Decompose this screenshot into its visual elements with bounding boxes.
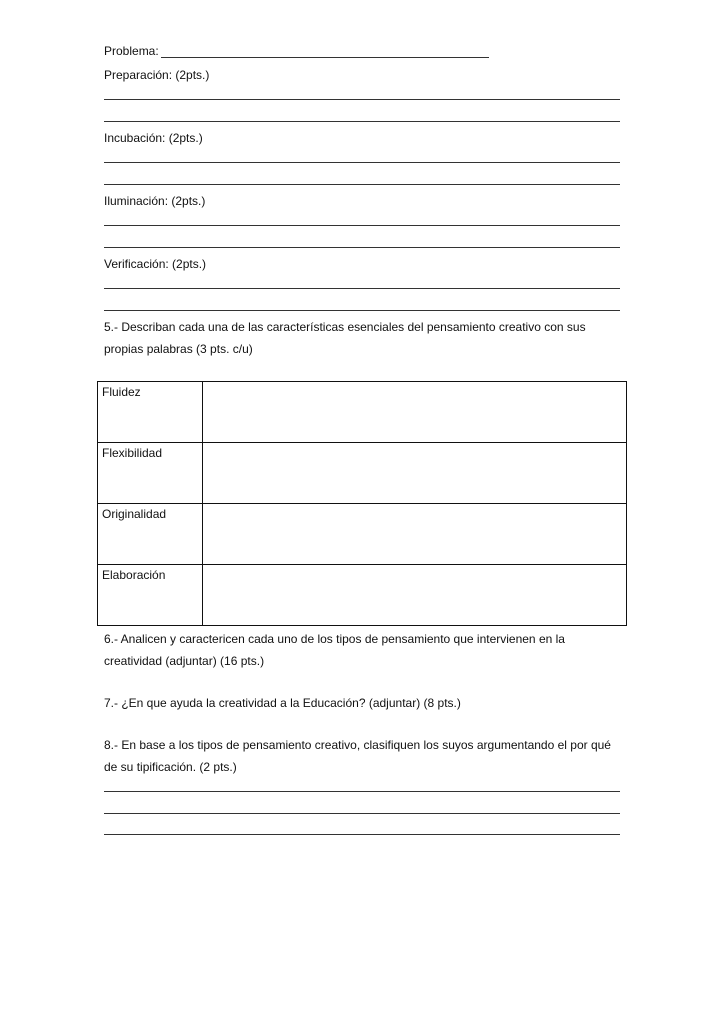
answer-line[interactable] — [104, 225, 620, 226]
table-row — [98, 504, 627, 565]
row-label-originalidad: Originalidad — [98, 504, 203, 565]
characteristics-table — [97, 381, 627, 626]
answer-line[interactable] — [104, 99, 620, 100]
answer-line[interactable] — [104, 184, 620, 185]
section-iluminacion-label: Iluminación: (2pts.) — [104, 194, 206, 208]
answer-cell-flexibilidad[interactable] — [203, 443, 627, 504]
answer-line[interactable] — [104, 121, 620, 122]
q8-text-line2: de su tipificación. (2 pts.) — [104, 760, 237, 774]
problema-answer-line[interactable] — [161, 57, 489, 58]
table-row — [98, 565, 627, 626]
answer-line[interactable] — [104, 288, 620, 289]
q6-text-line1: 6.- Analicen y caractericen cada uno de los tipos de pensamiento que intervienen en la — [104, 632, 565, 646]
q8-text-line1: 8.- En base a los tipos de pensamiento creativo, clasifiquen los suyos argumentando el por qué — [104, 738, 611, 752]
table-row — [98, 382, 627, 443]
q5-text-line2: propias palabras (3 pts. c/u) — [104, 342, 253, 356]
answer-line[interactable] — [104, 791, 620, 792]
answer-line[interactable] — [104, 834, 620, 835]
q5-text-line1: 5.- Describan cada una de las características esenciales del pensamiento creativo con sus — [104, 320, 586, 334]
answer-line[interactable] — [104, 162, 620, 163]
section-incubacion-label: Incubación: (2pts.) — [104, 131, 203, 145]
problema-label: Problema: — [104, 44, 159, 58]
section-preparacion-label: Preparación: (2pts.) — [104, 68, 210, 82]
answer-line[interactable] — [104, 813, 620, 814]
answer-cell-elaboracion[interactable] — [203, 565, 627, 626]
row-label-fluidez: Fluidez — [98, 382, 203, 443]
answer-line[interactable] — [104, 310, 620, 311]
q6-text-line2: creatividad (adjuntar) (16 pts.) — [104, 654, 265, 668]
row-label-flexibilidad: Flexibilidad — [98, 443, 203, 504]
q7-text: 7.- ¿En que ayuda la creatividad a la Educación? (adjuntar) (8 pts.) — [104, 696, 461, 710]
answer-line[interactable] — [104, 247, 620, 248]
table-row — [98, 443, 627, 504]
answer-cell-originalidad[interactable] — [203, 504, 627, 565]
section-verificacion-label: Verificación: (2pts.) — [104, 257, 207, 271]
row-label-elaboracion: Elaboración — [98, 565, 203, 626]
answer-cell-fluidez[interactable] — [203, 382, 627, 443]
